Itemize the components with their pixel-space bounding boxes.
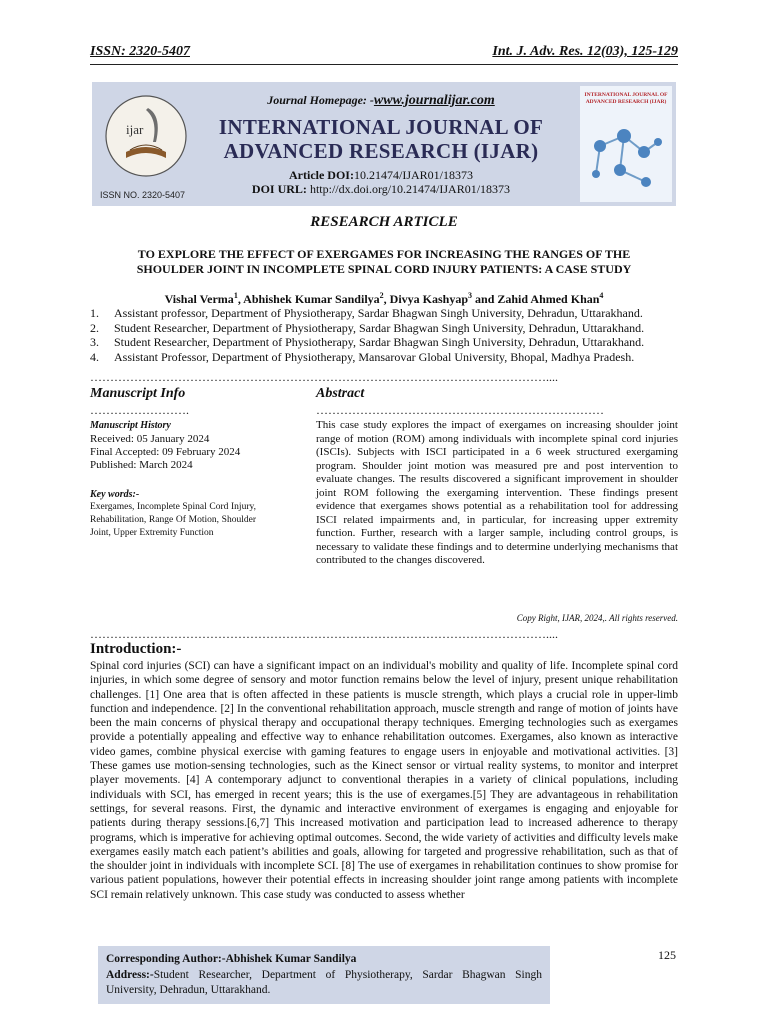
keywords-text: Exergames, Incomplete Spinal Cord Injury, Rehabilitation, Range Of Motion, Shoulder Joint, Upper Extremity Function bbox=[90, 502, 256, 538]
article-title-line2: SHOULDER JOINT IN INCOMPLETE SPINAL CORD INJURY PATIENTS: A CASE STUDY bbox=[136, 262, 632, 276]
introduction-heading: Introduction:- bbox=[90, 641, 182, 657]
header-rule bbox=[90, 64, 678, 65]
doi-url-link[interactable]: http://dx.doi.org/10.21474/IJAR01/18373 bbox=[309, 182, 511, 196]
address-text: Student Researcher, Department of Physiotherapy, Sardar Bhagwan Singh University, Dehradun, Uttarakhand. bbox=[106, 968, 542, 996]
author-name: Abhishek Kumar Sandilya bbox=[243, 292, 380, 306]
article-title-line1: TO EXPLORE THE EFFECT OF EXERGAMES FOR INCREASING THE RANGES OF THE bbox=[137, 247, 631, 261]
page-number: 125 bbox=[658, 948, 676, 962]
affiliation-text: Assistant professor, Department of Physiotherapy, Sardar Bhagwan Singh University, Dehradun, Uttarakhand. bbox=[114, 306, 643, 320]
accepted-date: Final Accepted: 09 February 2024 bbox=[90, 445, 241, 458]
manuscript-dots: ……………………. bbox=[90, 403, 189, 417]
corresponding-name: Abhishek Kumar Sandilya bbox=[225, 953, 357, 965]
author-sup: 3 bbox=[468, 291, 473, 300]
published-date: Published: March 2024 bbox=[90, 458, 193, 471]
affiliation-number: 1. bbox=[90, 306, 99, 320]
introduction-text: Spinal cord injuries (SCI) can have a significant impact on an individual's mobility and quality of life. Incomplete spinal cord injuries, in which some degree of sensory and motor function remains below the level of injury, present unique rehabilitation challenges. [1] One area that is often affected in these patients is muscle strength, which plays a crucial role in upper-limb function and independence. [2] In the conventional rehabilitation approach, muscle strength and range of motion of joints have been the main concerns of physical therapy and occupational therapy techniques. Emerging technologies such as exergames provide a potentially appealing and effective way to enhance rehabilitation outcomes. Exergames, also known as interactive video games, combine physical exercise with gaming features to engage users in enjoyable and motivational activities. [3] These games use motion-sensing technologies, such as the Kinect sensor or virtual reality systems, to monitor and interpret player movements. [4] A contemporary adjunct to conventional therapies in a variety of clinical populations, including individuals with SCI, has emerged in recent years; this is the use of exergames.[5] They are advantageous in rehabilitation settings, for several reasons. First, the dynamic and interactive environment of exergames is engaging and enjoyable for patients during therapy sessions.[6,7] This increased motivation and participation lead to increased adherence to therapy programs, which is imperative for achieving optimal outcomes. Second, the wide variety of activities and difficulty levels make exergames easily match each patient’s abilities and goals, allowing for targeted and progressive rehabilitation, such as that of the shoulder joint in individuals with incomplete SCI. [8] The use of exergames in rehabilitation continues to show promise for various patient populations, however their potential effects in increasing shoulder joint range among patients with incomplete SCI remain relatively unknown. This case study was conducted to assess whether bbox=[90, 660, 678, 901]
author-sup: 4 bbox=[599, 291, 604, 300]
affiliation-number: 4. bbox=[90, 349, 99, 364]
author-sep: and bbox=[472, 292, 498, 306]
author-name: Divya Kashyap bbox=[389, 292, 469, 306]
author-name: Vishal Verma bbox=[164, 292, 234, 306]
doi-url bbox=[196, 182, 566, 196]
copyright: Copy Right, IJAR, 2024,. All rights reserved. bbox=[516, 613, 678, 623]
author-sup: 1 bbox=[233, 291, 238, 300]
svg-text:ISSN NO. 2320-5407: ISSN NO. 2320-5407 bbox=[100, 190, 186, 200]
journal-cover-image: INTERNATIONAL JOURNAL OF ADVANCED RESEARCH (IJAR) bbox=[580, 86, 672, 202]
issn-header: ISSN: 2320-5407 bbox=[90, 44, 190, 59]
affiliation-item bbox=[90, 321, 644, 336]
homepage-link[interactable]: www.journalijar.com bbox=[373, 93, 495, 108]
corresponding-author bbox=[106, 952, 542, 968]
abstract-text: This case study explores the impact of exergames on increasing shoulder joint range of motion (ROM) among individuals with incomplete spinal cord injuries (ISCIs). Subjects with ISCI participated in a 6 week structured exergaming program. Shoulder joint motion was measured pre and post intervention to evaluate changes. The results discovered a significant improvement in shoulder joint ROM following the exergaming intervention. These findings present evidence that exergames shows potential as a rehabilitation tool for addressing ISCI related impairments and, in particular, for increasing upper extremity function. Further, research with a larger sample, including control groups, is necessary to validate these findings and to determine underlying mechanisms that contributed to the changes discovered. bbox=[316, 419, 678, 566]
article-doi bbox=[196, 168, 566, 182]
corresponding-label: Corresponding Author:- bbox=[106, 953, 226, 965]
author-list bbox=[0, 291, 768, 307]
doi-label: Article DOI: bbox=[289, 168, 354, 182]
banner-text bbox=[196, 82, 566, 206]
citation-header: Int. J. Adv. Res. 12(03), 125-129 bbox=[492, 44, 678, 59]
section-separator-2: …………………………………………………………………………………………………….... bbox=[90, 627, 558, 641]
journal-banner bbox=[92, 82, 676, 206]
affiliation-text: Student Researcher, Department of Physiotherapy, Sardar Bhagwan Singh University, Dehradun, Uttarakhand. bbox=[114, 335, 645, 350]
affiliation-text: Student Researcher, Department of Physiotherapy, Sardar Bhagwan Singh University, Dehradun, Uttarakhand. bbox=[114, 320, 645, 335]
affiliation-number: 2. bbox=[90, 320, 99, 335]
abstract-dots: ……………………………………………………………… bbox=[316, 403, 604, 417]
author-sup: 2 bbox=[379, 291, 384, 300]
author-sep: , bbox=[237, 292, 244, 306]
article-type: RESEARCH ARTICLE bbox=[310, 214, 458, 230]
affiliation-item bbox=[90, 335, 644, 350]
affiliation-item bbox=[90, 306, 644, 321]
corresponding-address bbox=[106, 968, 542, 999]
article-title bbox=[96, 247, 672, 277]
journal-homepage bbox=[196, 93, 566, 109]
corresponding-author-box bbox=[98, 946, 550, 1004]
svg-text:ijar: ijar bbox=[126, 122, 144, 137]
doi-url-label: DOI URL: bbox=[251, 182, 307, 196]
journal-title-line2: ADVANCED RESEARCH (IJAR) bbox=[223, 139, 539, 163]
keywords-block bbox=[90, 488, 256, 540]
manuscript-history-heading: Manuscript History bbox=[90, 420, 171, 431]
doi-value: 10.21474/IJAR01/18373 bbox=[353, 168, 473, 182]
journal-title bbox=[196, 115, 566, 163]
affiliation-text: Assistant Professor, Department of Physiotherapy, Mansarovar Global University, Bhopal, Madhya Pradesh. bbox=[114, 349, 635, 364]
affiliation-list bbox=[90, 306, 644, 364]
ijar-logo bbox=[96, 86, 196, 202]
received-date: Received: 05 January 2024 bbox=[90, 432, 210, 445]
manuscript-info-heading: Manuscript Info bbox=[90, 386, 186, 401]
homepage-label: Journal Homepage: - bbox=[267, 93, 374, 107]
author-sep: , bbox=[383, 292, 390, 306]
keywords-heading: Key words:- bbox=[90, 489, 140, 500]
abstract-heading: Abstract bbox=[316, 386, 365, 401]
journal-title-line1: INTERNATIONAL JOURNAL OF bbox=[218, 115, 544, 139]
address-label: Address:- bbox=[106, 968, 154, 981]
author-name: Zahid Ahmed Khan bbox=[497, 292, 600, 306]
manuscript-history bbox=[90, 420, 258, 472]
section-separator: …………………………………………………………………………………………………….... bbox=[90, 370, 558, 384]
affiliation-number: 3. bbox=[90, 335, 99, 350]
affiliation-item bbox=[90, 350, 644, 365]
